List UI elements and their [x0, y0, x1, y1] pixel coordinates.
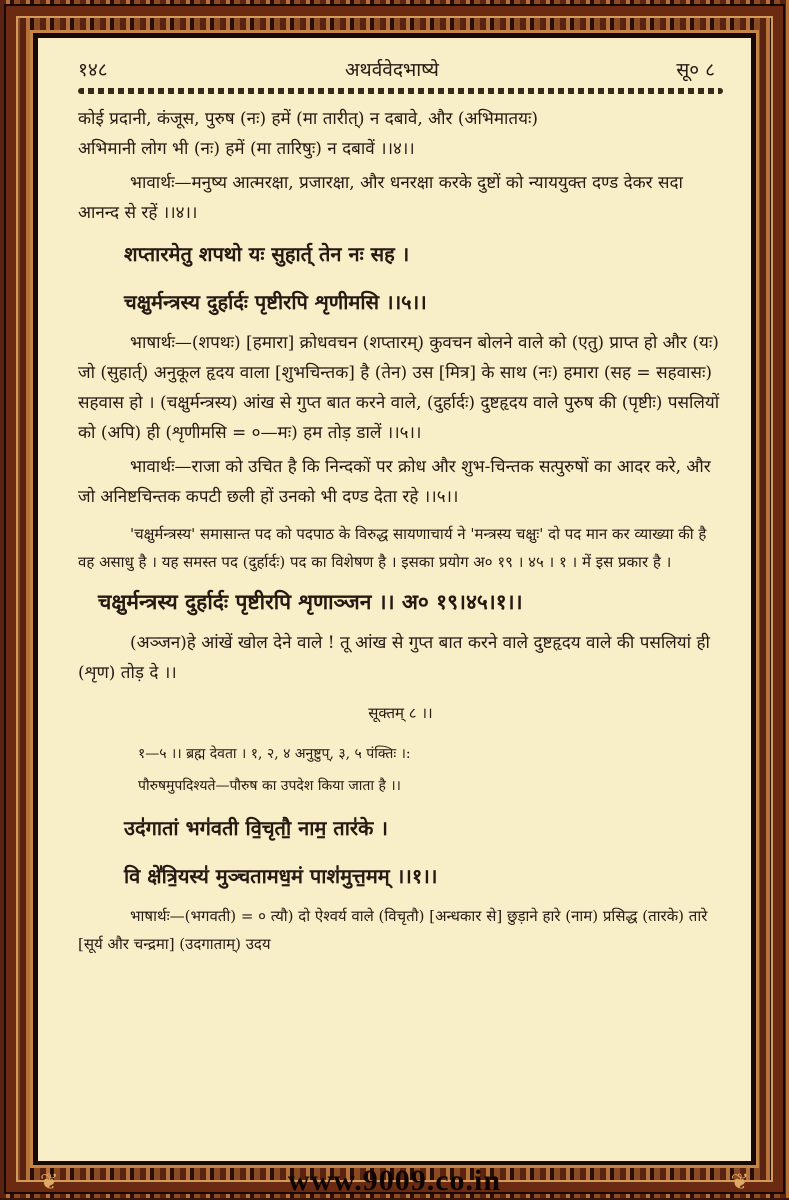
ornament-right-icon: ❦: [730, 1169, 749, 1195]
bhavartha-1: भावार्थः—मनुष्य आत्मरक्षा, प्रजारक्षा, और धनरक्षा करके दुष्टों को न्याययुक्त दण्ड देकर सदा आनन्द से रहें ।।४।।: [78, 173, 683, 223]
verse-1-line-a: उद॑गातां भग॑वती वि॒चृतौ॒ नाम॒ तार॑के ।: [124, 816, 388, 840]
page-number: १४८: [78, 59, 108, 81]
sukta-subject: पौरुषमुपदिश्यते—पौरुष का उपदेश किया जाता है ।।: [138, 778, 401, 794]
verse-reference: चक्षुर्मन्त्रस्य दुर्हार्दः पृष्टीरपि शृणाञ्जन ।। अ० १९।४५।१।।: [98, 589, 523, 614]
ornament-left-icon: ❦: [40, 1169, 59, 1195]
text-line-1: कोई प्रदानी, कंजूस, पुरुष (नः) हमें (मा तारीत्) न दबावे, और (अभिमातयः): [78, 109, 539, 129]
verse-1-line-b: वि क्षे॑त्रि॒यस्य॑ मुञ्चतामध॒मं पाश॑मुत्त॒मम् ।।१।।: [124, 864, 438, 888]
page-header: [78, 56, 723, 82]
commentary-note: 'चक्षुर्मन्त्रस्य' समासान्त पद को पदपाठ के विरुद्ध सायणाचार्य ने 'मन्त्रस्य चक्षुः' दो पद मान कर व्याख्या की है वह असाधु है । यह समस्त पद (दुर्हार्दः) पद का विशेषण है । इसका प्रयोग अ० १९ । ४५ । १ । में इस प्रकार है ।: [78, 525, 707, 571]
header-divider: [78, 88, 723, 94]
book-title: अथर्ववेदभाष्ये: [345, 59, 439, 81]
sukta-meta: १—५ ।। ब्रह्म देवता । १, २, ४ अनुष्टुप्, ३, ५ पंक्तिः ।:: [138, 746, 411, 762]
bhasha-5: भाषार्थः—(शपथः) [हमारा] क्रोधवचन (शप्तारम्) कुवचन बोलने वाले को (एतु) प्राप्त हो और (यः) जो (सुहार्त्) अनुकूल हृदय वाला [शुभचिन्तक] है (तेन) उस [मित्र] के साथ (नः) हमारा (सह = सहवासः) सहवास हो । (चक्षुर्मन्त्रस्य) आंख से गुप्त बात करने वाले, (दुर्हार्दः) दुष्टहृदय वाले पुरुष की (पृष्टीः) पसलियों को (अपि) ही (शृणीमसि = ०—मः) हम तोड़ डालें ।।५।।: [78, 333, 720, 443]
book-page: [38, 38, 751, 1161]
bhasha-reference: (अञ्जन)हे आंखें खोल देने वाले ! तू आंख से गुप्त बात करने वाले दुष्टहृदय वाले की पसलियां ही (शृण) तोड़ दे ।।: [78, 633, 710, 683]
bhasha-1: भाषार्थः—(भगवती) = ० त्यौ) दो ऐश्वर्य वाले (विचृतौ) [अन्धकार से] छुड़ाने हारे (नाम) प्रसिद्ध (तारके) तारे [सूर्य और चन्द्रमा] (उदगाताम्) उदय: [78, 907, 708, 953]
sukta-title: सूक्तम् ८ ।।: [368, 704, 433, 722]
bhavartha-5: भावार्थः—राजा को उचित है कि निन्दकों पर क्रोध और शुभ-चिन्तक सत्पुरुषों का आदर करे, और जो अनिष्टचिन्तक कपटी छली हों उनको भी दण्ड देता रहे ।।५।।: [78, 457, 711, 507]
sukta-reference: सू० ८: [676, 59, 715, 81]
footer-website-url: www.9009.co.in: [287, 1164, 502, 1197]
verse-5-line-b: चक्षुर्मन्त्रस्य दुर्हार्दः पृष्टीरपि शृणीमसि ।।५।।: [124, 290, 427, 314]
verse-5-line-a: शप्तारमेतु शपथो यः सुहार्त् तेन नः सह ।: [124, 242, 410, 266]
text-line-2: अभिमानी लोग भी (नः) हमें (मा तारिषुः) न दबावें ।।४।।: [78, 139, 415, 159]
